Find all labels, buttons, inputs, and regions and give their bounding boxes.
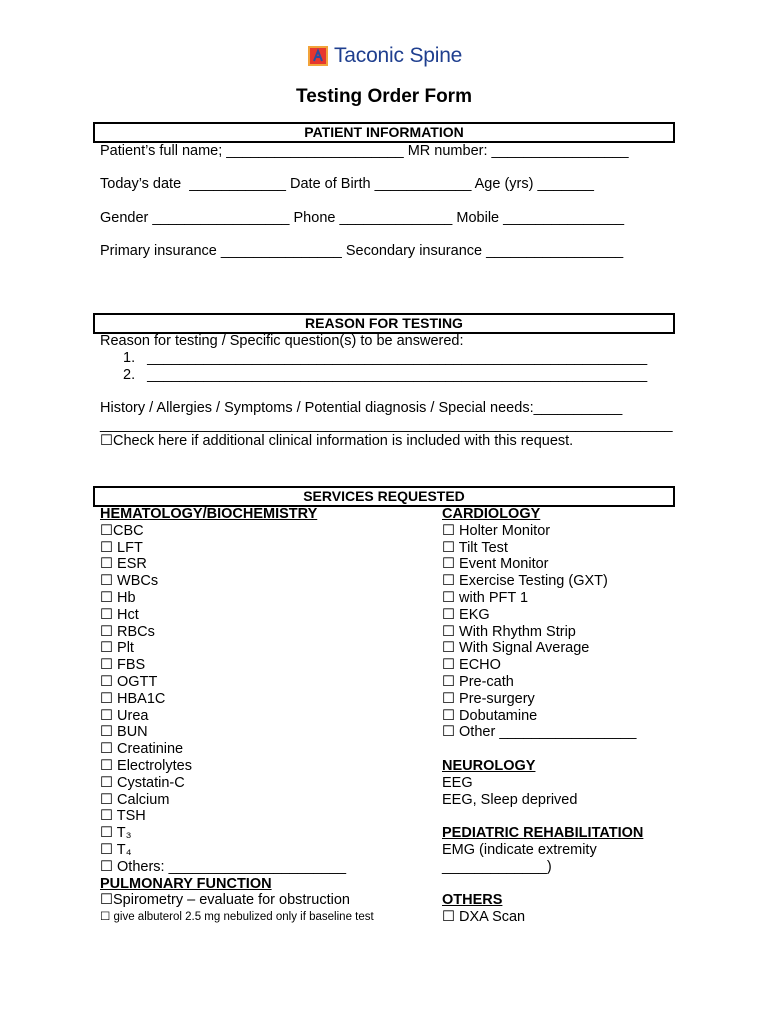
cardiology-checkbox-item[interactable]: ☐ ECHO [442, 657, 501, 674]
cardiology-checkbox-item[interactable]: ☐ With Signal Average [442, 640, 590, 657]
brand-logo [308, 44, 462, 68]
brand-name: Taconic Spine [334, 44, 463, 67]
reason-item-1[interactable]: 1. ______________________________________________________________ [123, 350, 648, 366]
history-field[interactable]: History / Allergies / Symptoms / Potential diagnosis / Special needs:___________ [100, 400, 623, 416]
pediatric-item[interactable]: _____________) [442, 858, 552, 875]
cardiology-checkbox-item[interactable]: ☐ Pre-surgery [442, 690, 535, 707]
hematology-checkbox-item[interactable]: ☐ ESR [100, 556, 147, 573]
cardiology-checkbox-item[interactable]: ☐ EKG [442, 606, 490, 623]
form-title: Testing Order Form [296, 86, 472, 107]
hematology-checkbox-item[interactable]: ☐ Calcium [100, 791, 170, 808]
spirometry-checkbox[interactable]: ☐Spirometry – evaluate for obstruction [100, 892, 350, 909]
hematology-checkbox-item[interactable]: ☐ TSH [100, 808, 146, 825]
cardiology-checkbox-item[interactable]: ☐ Pre-cath [442, 674, 514, 690]
cardiology-checkbox-item[interactable]: ☐ With Rhythm Strip [442, 623, 576, 640]
hematology-checkbox-item[interactable]: ☐ Cystatin-C [100, 774, 185, 791]
albuterol-checkbox[interactable]: ☐ give albuterol 2.5 mg nebulized only if baseline test [100, 911, 374, 924]
hematology-biochemistry-heading: HEMATOLOGY/BIOCHEMISTRY [100, 506, 318, 522]
hematology-checkbox-item[interactable]: ☐ Urea [100, 707, 149, 724]
neurology-item[interactable]: EEG [442, 774, 473, 791]
reason-item-2[interactable]: 2. ______________________________________________________________ [123, 367, 648, 383]
cardiology-checkbox-item[interactable]: ☐ Tilt Test [442, 539, 508, 556]
patient-information-header: PATIENT INFORMATION [93, 122, 675, 143]
others-heading: OTHERS [442, 892, 503, 909]
pediatric-item[interactable]: EMG (indicate extremity [442, 842, 597, 858]
services-requested-header: SERVICES REQUESTED [93, 486, 675, 507]
pulmonary-function-heading: PULMONARY FUNCTION [100, 875, 272, 892]
hematology-checkbox-item[interactable]: ☐ Hct [100, 606, 139, 623]
cardiology-checkbox-item[interactable]: ☐ with PFT 1 [442, 590, 529, 606]
hematology-checkbox-item[interactable]: ☐ BUN [100, 724, 148, 741]
gender-phone-mobile-row[interactable]: Gender _________________ Phone ______________ Mobile _______________ [100, 210, 625, 226]
hematology-checkbox-item[interactable]: ☐ OGTT [100, 674, 158, 690]
hematology-checkbox-item[interactable]: ☐ RBCs [100, 623, 155, 640]
hematology-checkbox-item[interactable]: ☐ T₄ [100, 842, 132, 858]
hematology-checkbox-item[interactable]: ☐ Others: ______________________ [100, 858, 347, 875]
reason-for-testing-header: REASON FOR TESTING [93, 313, 675, 334]
hematology-checkbox-item[interactable]: ☐ HBA1C [100, 690, 166, 707]
hematology-checkbox-item[interactable]: ☐ FBS [100, 657, 146, 674]
reason-prompt: Reason for testing / Specific question(s) to be answered: [100, 333, 464, 349]
hematology-checkbox-item[interactable]: ☐ LFT [100, 539, 143, 556]
neurology-heading: NEUROLOGY [442, 758, 536, 774]
hematology-checkbox-item[interactable]: ☐ WBCs [100, 573, 159, 590]
hematology-checkbox-item[interactable]: ☐ Hb [100, 590, 136, 606]
hematology-checkbox-item[interactable]: ☐ T₃ [100, 825, 132, 842]
pediatric-rehabilitation-heading: PEDIATRIC REHABILITATION [442, 825, 644, 842]
taconic-spine-logo-icon [308, 46, 328, 66]
hematology-checkbox-item[interactable]: ☐ Creatinine [100, 741, 184, 758]
date-dob-age-row[interactable]: Today’s date ____________ Date of Birth ____________ Age (yrs) _______ [100, 176, 594, 192]
cardiology-checkbox-item[interactable]: ☐ Other _________________ [442, 724, 637, 741]
hematology-checkbox-item[interactable]: ☐CBC [100, 522, 144, 539]
hematology-checkbox-item[interactable]: ☐ Plt [100, 640, 134, 657]
others-checkbox-item[interactable]: ☐ DXA Scan [442, 909, 526, 926]
cardiology-checkbox-item[interactable]: ☐ Exercise Testing (GXT) [442, 573, 608, 590]
cardiology-checkbox-item[interactable]: ☐ Dobutamine [442, 707, 538, 724]
cardiology-heading: CARDIOLOGY [442, 506, 541, 522]
cardiology-checkbox-item[interactable]: ☐ Holter Monitor [442, 522, 551, 539]
cardiology-checkbox-item[interactable]: ☐ Event Monitor [442, 556, 549, 573]
patient-name-mr-row[interactable]: Patient’s full name; ______________________ MR number: _________________ [100, 143, 629, 159]
additional-info-checkbox[interactable]: ☐Check here if additional clinical information is included with this request. [100, 433, 574, 449]
hematology-checkbox-item[interactable]: ☐ Electrolytes [100, 758, 192, 774]
neurology-item[interactable]: EEG, Sleep deprived [442, 791, 578, 808]
history-field-line[interactable]: _______________________________________________________________________ [100, 417, 673, 433]
insurance-row[interactable]: Primary insurance _______________ Secondary insurance _________________ [100, 243, 624, 259]
